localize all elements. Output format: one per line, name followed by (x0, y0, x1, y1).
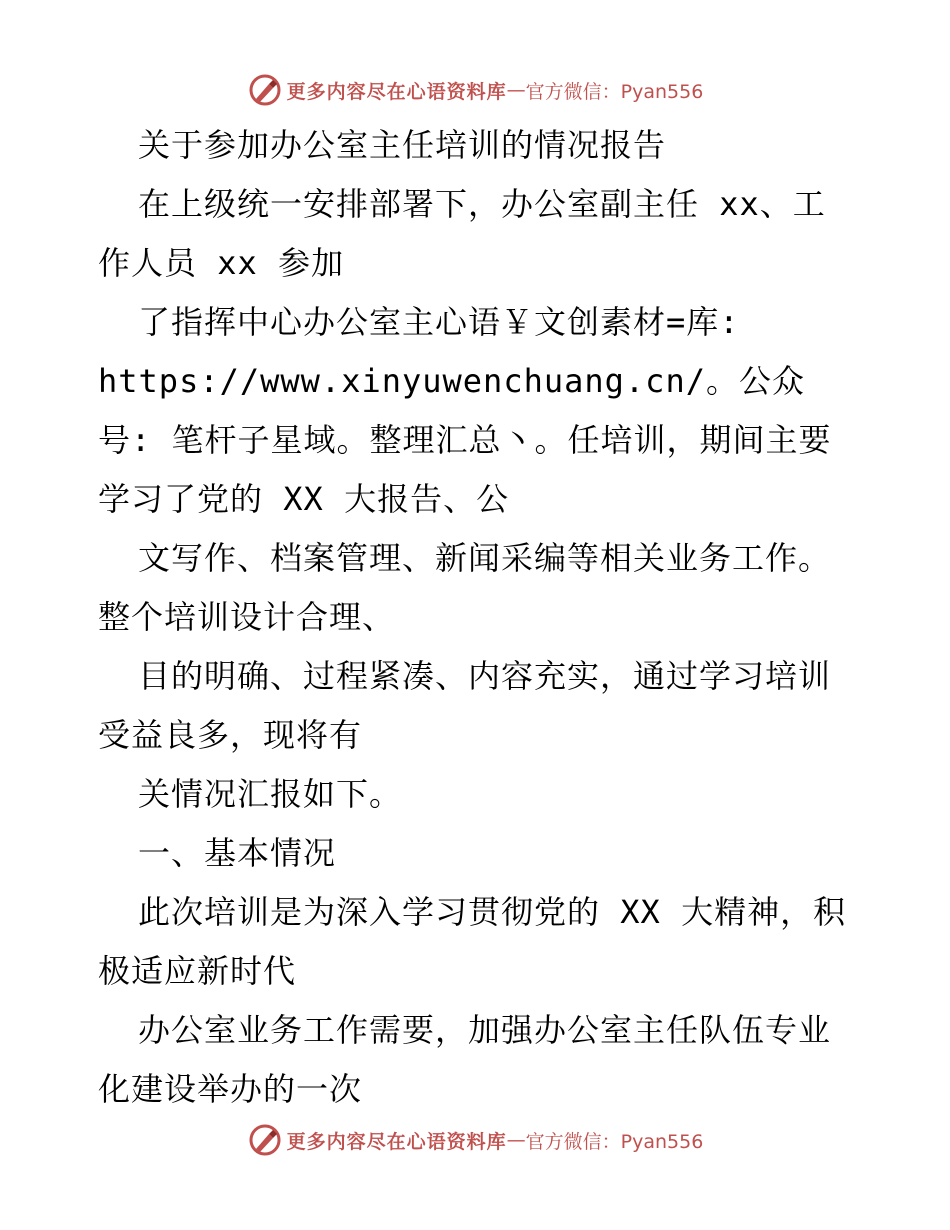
paragraph: 文写作、档案管理、新闻采编等相关业务工作。整个培训设计合理、 (98, 539, 832, 636)
banner-wechat: 官方微信：Pyan556 (525, 80, 704, 103)
document-body (98, 116, 858, 1119)
banner-separator: — (506, 79, 526, 101)
footer-banner (0, 1120, 950, 1160)
paragraph: 办公室业务工作需要，加强办公室主任队伍专业化建设举办的一次 (98, 1011, 832, 1108)
paragraph: 目的明确、过程紧凑、内容充实，通过学习培训受益良多，现将有 (98, 657, 832, 754)
header-banner (0, 70, 950, 110)
section-heading: 一、基本情况 (138, 834, 337, 872)
doc-title: 关于参加办公室主任培训的情况报告 (138, 126, 667, 164)
paragraph: 了指挥中心办公室主心语￥文创素材=库: https://www.xinyuwenchuang.cn/。公众号: 笔杆子星域。整理汇总丶。任培训，期间主要学习了党的 XX 大报告、公 (98, 303, 832, 518)
banner-text: 更多内容尽在心语资料库 (286, 80, 507, 103)
pen-logo-icon (247, 1122, 283, 1158)
banner-text: 更多内容尽在心语资料库 (286, 1130, 507, 1153)
paragraph: 关情况汇报如下。 (138, 775, 403, 813)
banner-wechat: 官方微信：Pyan556 (525, 1130, 704, 1153)
pen-logo-icon (247, 72, 283, 108)
paragraph: 此次培训是为深入学习贯彻党的 XX 大精神，积极适应新时代 (98, 893, 847, 990)
banner-separator: — (506, 1129, 526, 1151)
paragraph: 在上级统一安排部署下，办公室副主任 xx、工作人员 xx 参加 (98, 185, 826, 282)
